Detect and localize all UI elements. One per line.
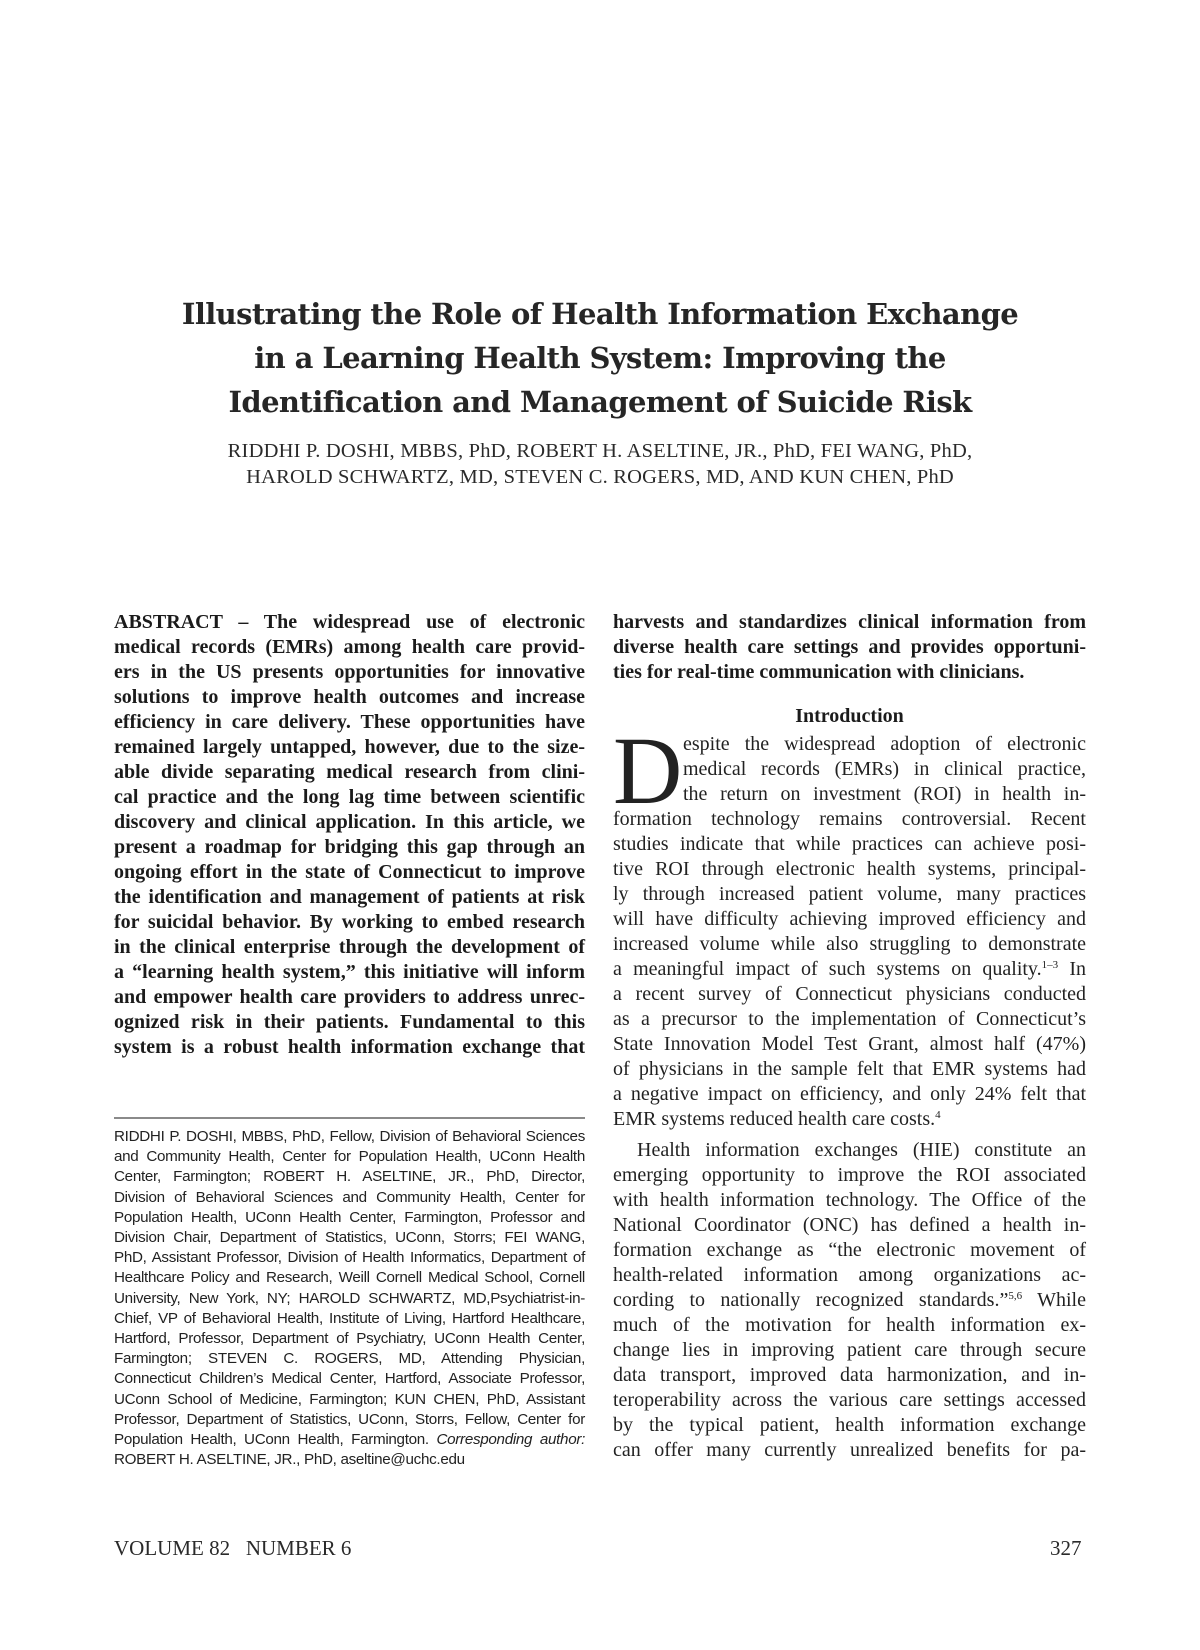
abstract-line: a “learning health system,” this initiative will inform bbox=[114, 961, 585, 983]
page-number: 327 bbox=[1050, 1536, 1082, 1560]
author-affiliations bbox=[114, 1127, 585, 1470]
body-line: health-related information among organizations ac- bbox=[613, 1264, 1086, 1286]
affiliation-line: Professor, Department of Statistics, UConn, Storrs, Fellow, Center for bbox=[114, 1410, 585, 1428]
affiliation-line: Chief, VP of Behavioral Health, Institute of Living, Hartford Healthcare, bbox=[114, 1309, 585, 1327]
citation: 5,6 bbox=[1008, 1290, 1023, 1302]
affiliation-line: Population Health, UConn Health Center, Farmington, Professor and bbox=[114, 1208, 585, 1226]
body-line: with health information technology. The Office of the bbox=[613, 1189, 1086, 1211]
abstract-text: – The widespread use of electronic bbox=[238, 611, 586, 633]
affiliation-line: UConn School of Medicine, Farmington; KUN CHEN, PhD, Assistant bbox=[114, 1390, 585, 1408]
footnote-divider bbox=[114, 1117, 585, 1119]
body-text-span: In bbox=[1058, 958, 1086, 980]
right-column bbox=[613, 610, 1086, 1463]
author-line: RIDDHI P. DOSHI, MBBS, PhD, ROBERT H. ASELTINE, JR., PhD, FEI WANG, PhD, bbox=[227, 440, 973, 462]
body-text-span: cording to nationally recognized standards.” bbox=[613, 1289, 1009, 1311]
body-line bbox=[613, 957, 1086, 982]
abstract-line: ers in the US presents opportunities for innovative bbox=[114, 661, 585, 683]
corresponding-author-label: Corresponding author: bbox=[436, 1431, 586, 1449]
body-line: medical records (EMRs) in clinical practice, bbox=[683, 758, 1086, 780]
body-line: data transport, improved data harmonization, and in- bbox=[613, 1364, 1086, 1386]
body-line: Health information exchanges (HIE) constitute an bbox=[637, 1139, 1086, 1161]
citation: 1–3 bbox=[1041, 959, 1059, 971]
abstract-line: discovery and clinical application. In this article, we bbox=[114, 811, 585, 833]
body-text-span: EMR systems reduced health care costs. bbox=[613, 1108, 936, 1130]
abstract-line: solutions to improve health outcomes and increase bbox=[114, 686, 585, 708]
affiliation-text: Population Health, UConn Health, Farmington. bbox=[114, 1431, 429, 1449]
body-line: of physicians in the sample felt that EMR systems had bbox=[613, 1058, 1086, 1080]
body-line: ly through increased patient volume, many practices bbox=[613, 883, 1086, 905]
abstract-line: and empower health care providers to address unrec- bbox=[114, 986, 585, 1008]
abstract-line: the identification and management of patients at risk bbox=[114, 886, 585, 908]
affiliation-line: PhD, Assistant Professor, Division of Health Informatics, Department of bbox=[114, 1249, 585, 1267]
abstract-line: in the clinical enterprise through the development of bbox=[114, 936, 585, 958]
affiliation-line bbox=[114, 1430, 585, 1450]
body-line: teroperability across the various care settings accessed bbox=[613, 1389, 1086, 1411]
drop-cap: D bbox=[613, 717, 683, 824]
abstract-line: for suicidal behavior. By working to embed research bbox=[114, 911, 585, 933]
affiliation-line: Center, Farmington; ROBERT H. ASELTINE, JR., PhD, Director, bbox=[114, 1168, 585, 1186]
affiliation-line: Connecticut Children’s Medical Center, Hartford, Associate Professor, bbox=[114, 1370, 585, 1388]
body-line: tive ROI through electronic health systems, principal- bbox=[613, 858, 1086, 880]
affiliation-line: RIDDHI P. DOSHI, MBBS, PhD, Fellow, Division of Behavioral Sciences bbox=[114, 1128, 585, 1145]
affiliation-line: Hartford, Professor, Department of Psychiatry, UConn Health Center, bbox=[114, 1330, 585, 1348]
abstract-line: cal practice and the long lag time between scientific bbox=[114, 786, 585, 808]
body-line: studies indicate that while practices can achieve posi- bbox=[613, 833, 1086, 855]
body-line: much of the motivation for health information ex- bbox=[613, 1314, 1086, 1336]
body-line: a recent survey of Connecticut physicians conducted bbox=[613, 983, 1086, 1005]
affiliation-line: and Community Health, Center for Population Health, UConn Health bbox=[114, 1148, 585, 1166]
abstract-line: present a roadmap for bridging this gap through an bbox=[114, 836, 585, 858]
body-text-span: a meaningful impact of such systems on quality. bbox=[613, 958, 1042, 980]
title-line: Identification and Management of Suicide Risk bbox=[228, 385, 972, 419]
abstract-line: medical records (EMRs) among health care provid- bbox=[114, 636, 585, 658]
body-line: emerging opportunity to improve the ROI associated bbox=[613, 1164, 1086, 1186]
body-line: National Coordinator (ONC) has defined a health in- bbox=[613, 1214, 1086, 1236]
body-line bbox=[613, 1107, 1086, 1132]
body-line: formation exchange as “the electronic movement of bbox=[613, 1239, 1086, 1261]
author-line: HAROLD SCHWARTZ, MD, STEVEN C. ROGERS, MD, AND KUN CHEN, PhD bbox=[246, 466, 954, 488]
left-column bbox=[114, 610, 585, 1060]
affiliation-line: Farmington; STEVEN C. ROGERS, MD, Attending Physician, bbox=[114, 1350, 585, 1368]
body-line: the return on investment (ROI) in health in- bbox=[683, 783, 1086, 805]
abstract-line: diverse health care settings and provides opportuni- bbox=[613, 636, 1086, 658]
abstract-line: able divide separating medical research from clini- bbox=[114, 761, 585, 783]
abstract-line: ties for real-time communication with clinicians. bbox=[613, 661, 1025, 683]
title-line: Illustrating the Role of Health Information Exchange bbox=[181, 297, 1019, 331]
title-line: in a Learning Health System: Improving the bbox=[254, 341, 946, 375]
body-line: formation technology remains controversial. Recent bbox=[613, 808, 1086, 830]
body-line: change lies in improving patient care through secure bbox=[613, 1339, 1086, 1361]
body-text-span: While bbox=[1022, 1289, 1086, 1311]
author-list bbox=[100, 438, 1100, 490]
body-line: by the typical patient, health information exchange bbox=[613, 1414, 1086, 1436]
abstract-line: remained largely untapped, however, due to the size- bbox=[114, 736, 585, 758]
abstract-line: ongoing effort in the state of Connecticut to improve bbox=[114, 861, 585, 883]
article-title bbox=[100, 292, 1100, 424]
abstract-line-first bbox=[114, 610, 585, 635]
body-line: espite the widespread adoption of electronic bbox=[683, 733, 1086, 755]
abstract-line: harvests and standardizes clinical information from bbox=[613, 611, 1086, 633]
abstract-continued bbox=[613, 610, 1086, 685]
abstract-line: system is a robust health information exchange that bbox=[114, 1036, 585, 1058]
section-heading-introduction: Introduction bbox=[795, 705, 904, 727]
corresponding-author-contact: ROBERT H. ASELTINE, JR., PhD, aseltine@uchc.edu bbox=[114, 1451, 465, 1469]
body-line: increased volume while also struggling to demonstrate bbox=[613, 933, 1086, 955]
introduction-body bbox=[613, 717, 1086, 1463]
body-line: a negative impact on efficiency, and only 24% felt that bbox=[613, 1083, 1086, 1105]
abstract-line: ognized risk in their patients. Fundamental to this bbox=[114, 1011, 585, 1033]
affiliation-line: Division of Behavioral Sciences and Community Health, Center for bbox=[114, 1188, 585, 1206]
citation: 4 bbox=[935, 1109, 941, 1121]
affiliation-line: University, New York, NY; HAROLD SCHWARTZ, MD,Psychiatrist-in- bbox=[114, 1289, 585, 1307]
abstract bbox=[114, 610, 585, 1060]
abstract-line: efficiency in care delivery. These opportunities have bbox=[114, 711, 585, 733]
body-line: can offer many currently unrealized benefits for pa- bbox=[613, 1439, 1086, 1461]
body-line: will have difficulty achieving improved efficiency and bbox=[613, 908, 1086, 930]
abstract-label: ABSTRACT bbox=[114, 611, 223, 633]
affiliation-line: Healthcare Policy and Research, Weill Cornell Medical School, Cornell bbox=[114, 1269, 585, 1287]
body-line bbox=[613, 1288, 1086, 1313]
body-line: as a precursor to the implementation of Connecticut’s bbox=[613, 1008, 1086, 1030]
body-line: State Innovation Model Test Grant, almost half (47%) bbox=[613, 1033, 1086, 1055]
journal-volume-issue: VOLUME 82 NUMBER 6 bbox=[114, 1536, 352, 1560]
affiliation-line: Division Chair, Department of Statistics, UConn, Storrs; FEI WANG, bbox=[114, 1229, 585, 1247]
